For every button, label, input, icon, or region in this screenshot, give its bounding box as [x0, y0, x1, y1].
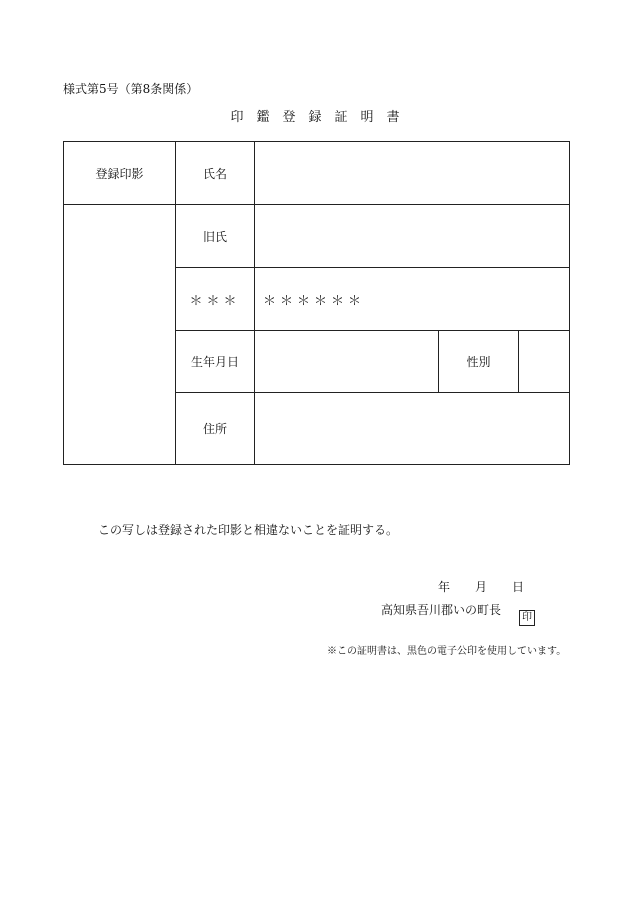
former-name-label: 旧氏	[176, 205, 255, 268]
masked-label: ＊＊＊	[176, 268, 255, 331]
address-value	[255, 393, 570, 465]
table-row	[64, 142, 570, 205]
birthdate-value	[255, 331, 439, 393]
date-day: 日	[512, 580, 525, 594]
birthdate-label: 生年月日	[176, 331, 255, 393]
date-year: 年	[438, 580, 451, 594]
official-seal-mark: 印	[519, 610, 535, 626]
table-row	[64, 205, 570, 268]
footnote: ※この証明書は、黒色の電子公印を使用しています。	[327, 646, 567, 657]
name-label: 氏名	[176, 142, 255, 205]
name-value	[255, 142, 570, 205]
certification-statement: この写しは登録された印影と相違ないことを証明する。	[98, 523, 399, 537]
masked-value: ＊＊＊＊＊＊	[255, 268, 570, 331]
gender-value	[519, 331, 570, 393]
certificate-table	[63, 141, 570, 465]
issue-date	[438, 578, 524, 595]
date-month: 月	[475, 580, 488, 594]
gender-label: 性別	[439, 331, 519, 393]
address-label: 住所	[176, 393, 255, 465]
registered-seal-label: 登録印影	[64, 142, 176, 205]
issuer-name: 高知県吾川郡いの町長	[381, 603, 502, 617]
form-number: 様式第5号（第8条関係）	[63, 82, 199, 96]
document-title: 印 鑑 登 録 証 明 書	[230, 110, 400, 125]
registered-seal-area	[64, 205, 176, 465]
former-name-value	[255, 205, 570, 268]
